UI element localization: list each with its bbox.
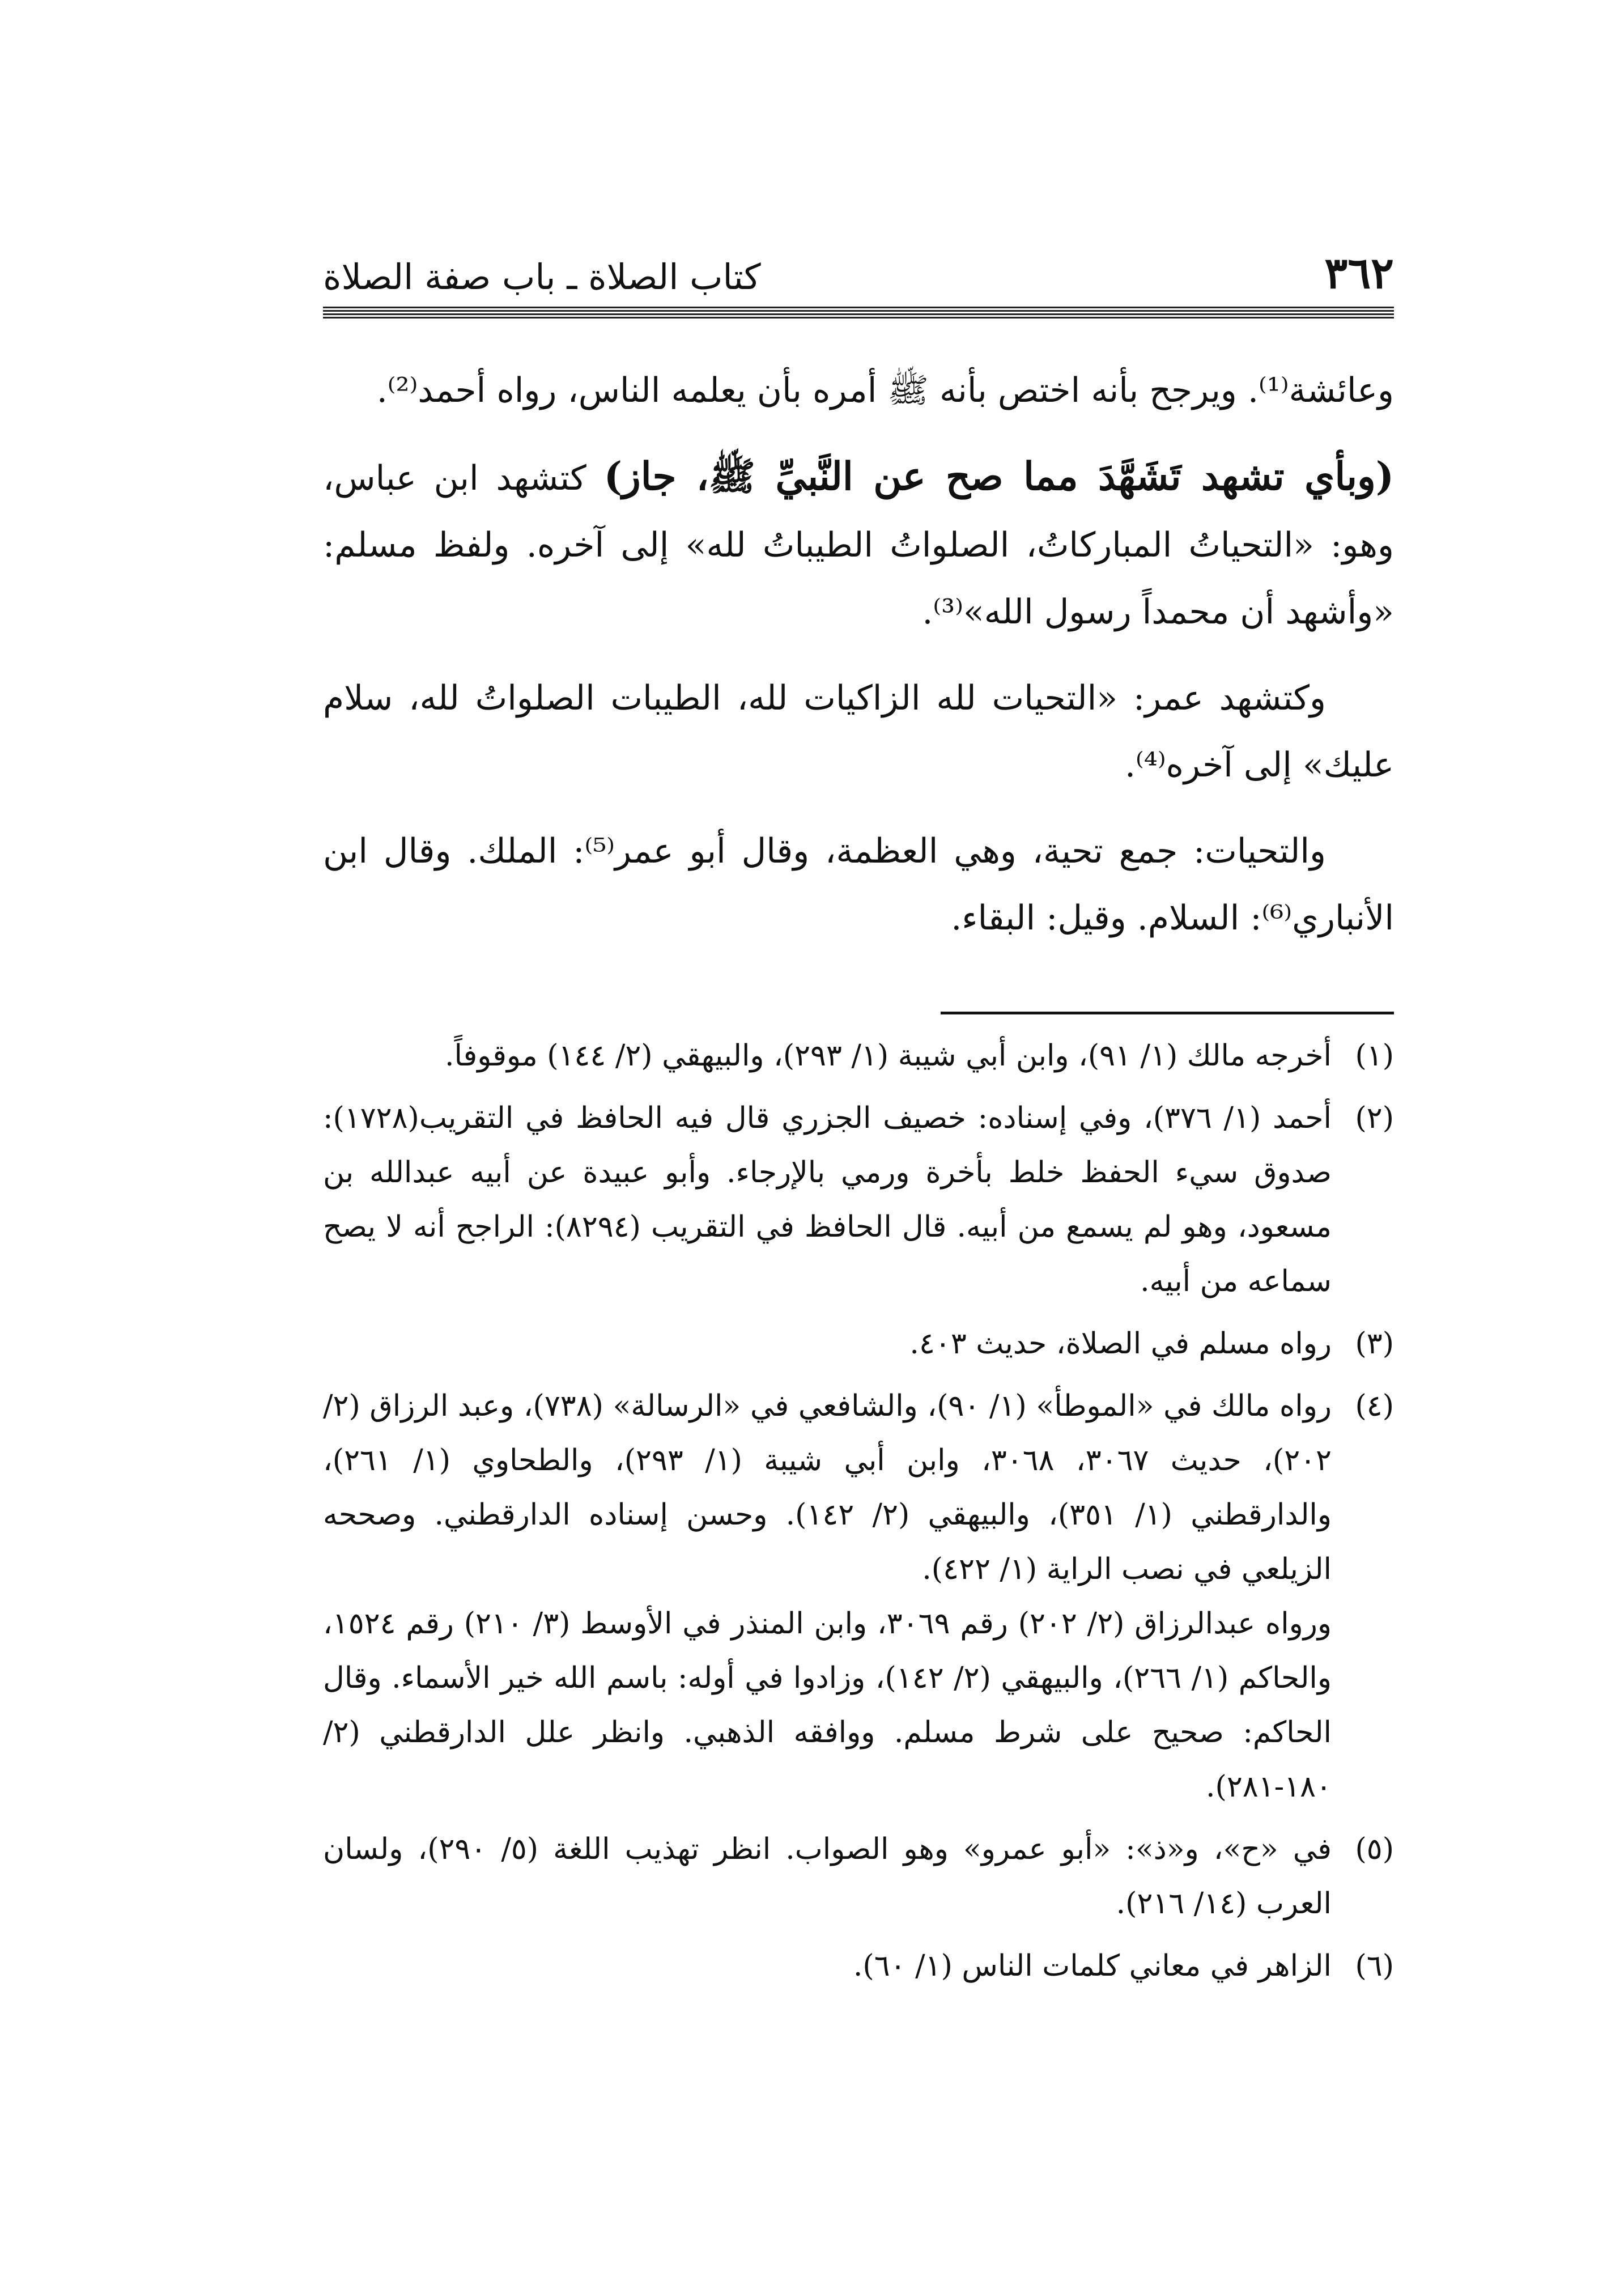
footnote-paragraph: أحمد (١/ ٣٧٦)، وفي إسناده: خصيف الجزري قال فيه الحافظ في التقريب(١٧٢٨): صدوق سيء الحفظ خلط بأخرة ورمي بالإرجاء. وأبو عبيدة عن أبيه عبدالله بن مسعود، وهو لم يسمع من أبيه. قال الحافظ في التقريب (٨٢٩٤): الراجح أنه لا يصح سماعه من أبيه. (323, 1101, 1332, 1298)
footnote-number: (٤) (1355, 1389, 1394, 1423)
footnote-text (323, 1822, 1332, 1931)
footnote-separator (941, 1012, 1394, 1014)
footnote-number: (٥) (1355, 1832, 1394, 1866)
page-number: ٣٦٢ (1324, 248, 1394, 298)
header-rule (323, 306, 1394, 319)
footnotes (323, 1029, 1394, 2001)
footnote-number: (١) (1355, 1039, 1394, 1073)
footnote-text (323, 1379, 1332, 1814)
footnote (323, 1091, 1394, 1309)
footnote-text (323, 1317, 1332, 1371)
footnote (323, 1379, 1394, 1814)
page-header (323, 232, 1394, 298)
footnote-paragraph: في «ح»، و«ذ»: «أبو عمرو» وهو الصواب. انظر تهذيب اللغة (٥/ ٢٩٠)، ولسان العرب (١٤/ ٢١٦). (323, 1832, 1332, 1921)
footnote-text (323, 1939, 1332, 1993)
footnote-number: (٦) (1355, 1949, 1394, 1983)
footnote-paragraph: رواه مسلم في الصلاة، حديث ٤٠٣. (909, 1327, 1332, 1361)
paragraph-2-commentary: كتشهد ابن عباس، وهو: «التحياتُ المباركاتُ، الصلواتُ الطيباتُ لله» إلى آخره. ولفظ مسلم: «وأشهد أن محمداً رسول الله»⁽³⁾. (323, 458, 1394, 632)
footnote-paragraph: أخرجه مالك (١/ ٩١)، وابن أبي شيبة (١/ ٢٩٣)، والبيهقي (٢/ ١٤٤) موقوفاً. (445, 1039, 1332, 1073)
footnote (323, 1029, 1394, 1083)
main-text (323, 357, 1394, 971)
footnote-text (323, 1029, 1332, 1083)
paragraph-4: والتحيات: جمع تحية، وهي العظمة، وقال أبو عمر⁽⁵⁾: الملك. وقال ابن الأنباري⁽⁶⁾: السلام. وقيل: البقاء. (323, 831, 1394, 938)
footnote-paragraph: رواه مالك في «الموطأ» (١/ ٩٠)، والشافعي في «الرسالة» (٧٣٨)، وعبد الرزاق (٢/ ٢٠٢)، حديث ٣٠٦٧، ٣٠٦٨، وابن أبي شيبة (١/ ٢٩٣)، والطحاوي (١/ ٢٦١)، والدارقطني (١/ ٣٥١)، والبيهقي (٢/ ١٤٢). وحسن إسناده الدارقطني. وصححه الزيلعي في نصب الراية (١/ ٤٢٢). (323, 1389, 1332, 1586)
footnote-number: (٣) (1355, 1327, 1394, 1361)
paragraph-1: وعائشة⁽¹⁾. ويرجح بأنه اختص بأنه ﷺ أمره بأن يعلمه الناس، رواه أحمد⁽²⁾. (376, 371, 1394, 410)
footnote (323, 1317, 1394, 1371)
footnote-paragraph: ورواه عبدالرزاق (٢/ ٢٠٢) رقم ٣٠٦٩، وابن المنذر في الأوسط (٣/ ٢١٠) رقم ١٥٢٤، والحاكم (١/ ٢٦٦)، والبيهقي (٢/ ١٤٢)، وزادوا في أوله: باسم الله خير الأسماء. وقال الحاكم: صحيح على شرط مسلم. ووافقه الذهبي. وانظر علل الدارقطني (٢/ ١٨٠-٢٨١). (323, 1607, 1332, 1804)
paragraph-2 (323, 443, 1394, 646)
footnote-paragraph: الزاهر في معاني كلمات الناس (١/ ٦٠). (853, 1949, 1332, 1983)
footnote (323, 1939, 1394, 1993)
footnote-number: (٢) (1355, 1101, 1394, 1135)
footnote (323, 1822, 1394, 1931)
matn-text: (وبأي تشهد تَشَهَّدَ مما صح عن النَّبيِّ ﷺ، جاز) (603, 454, 1395, 499)
footnote-text (323, 1091, 1332, 1309)
paragraph-3: وكتشهد عمر: «التحيات لله الزاكيات لله، الطيبات الصلواتُ لله، سلام عليك» إلى آخره⁽⁴⁾. (323, 678, 1394, 785)
running-title: كتاب الصلاة ـ باب صفة الصلاة (323, 256, 761, 298)
